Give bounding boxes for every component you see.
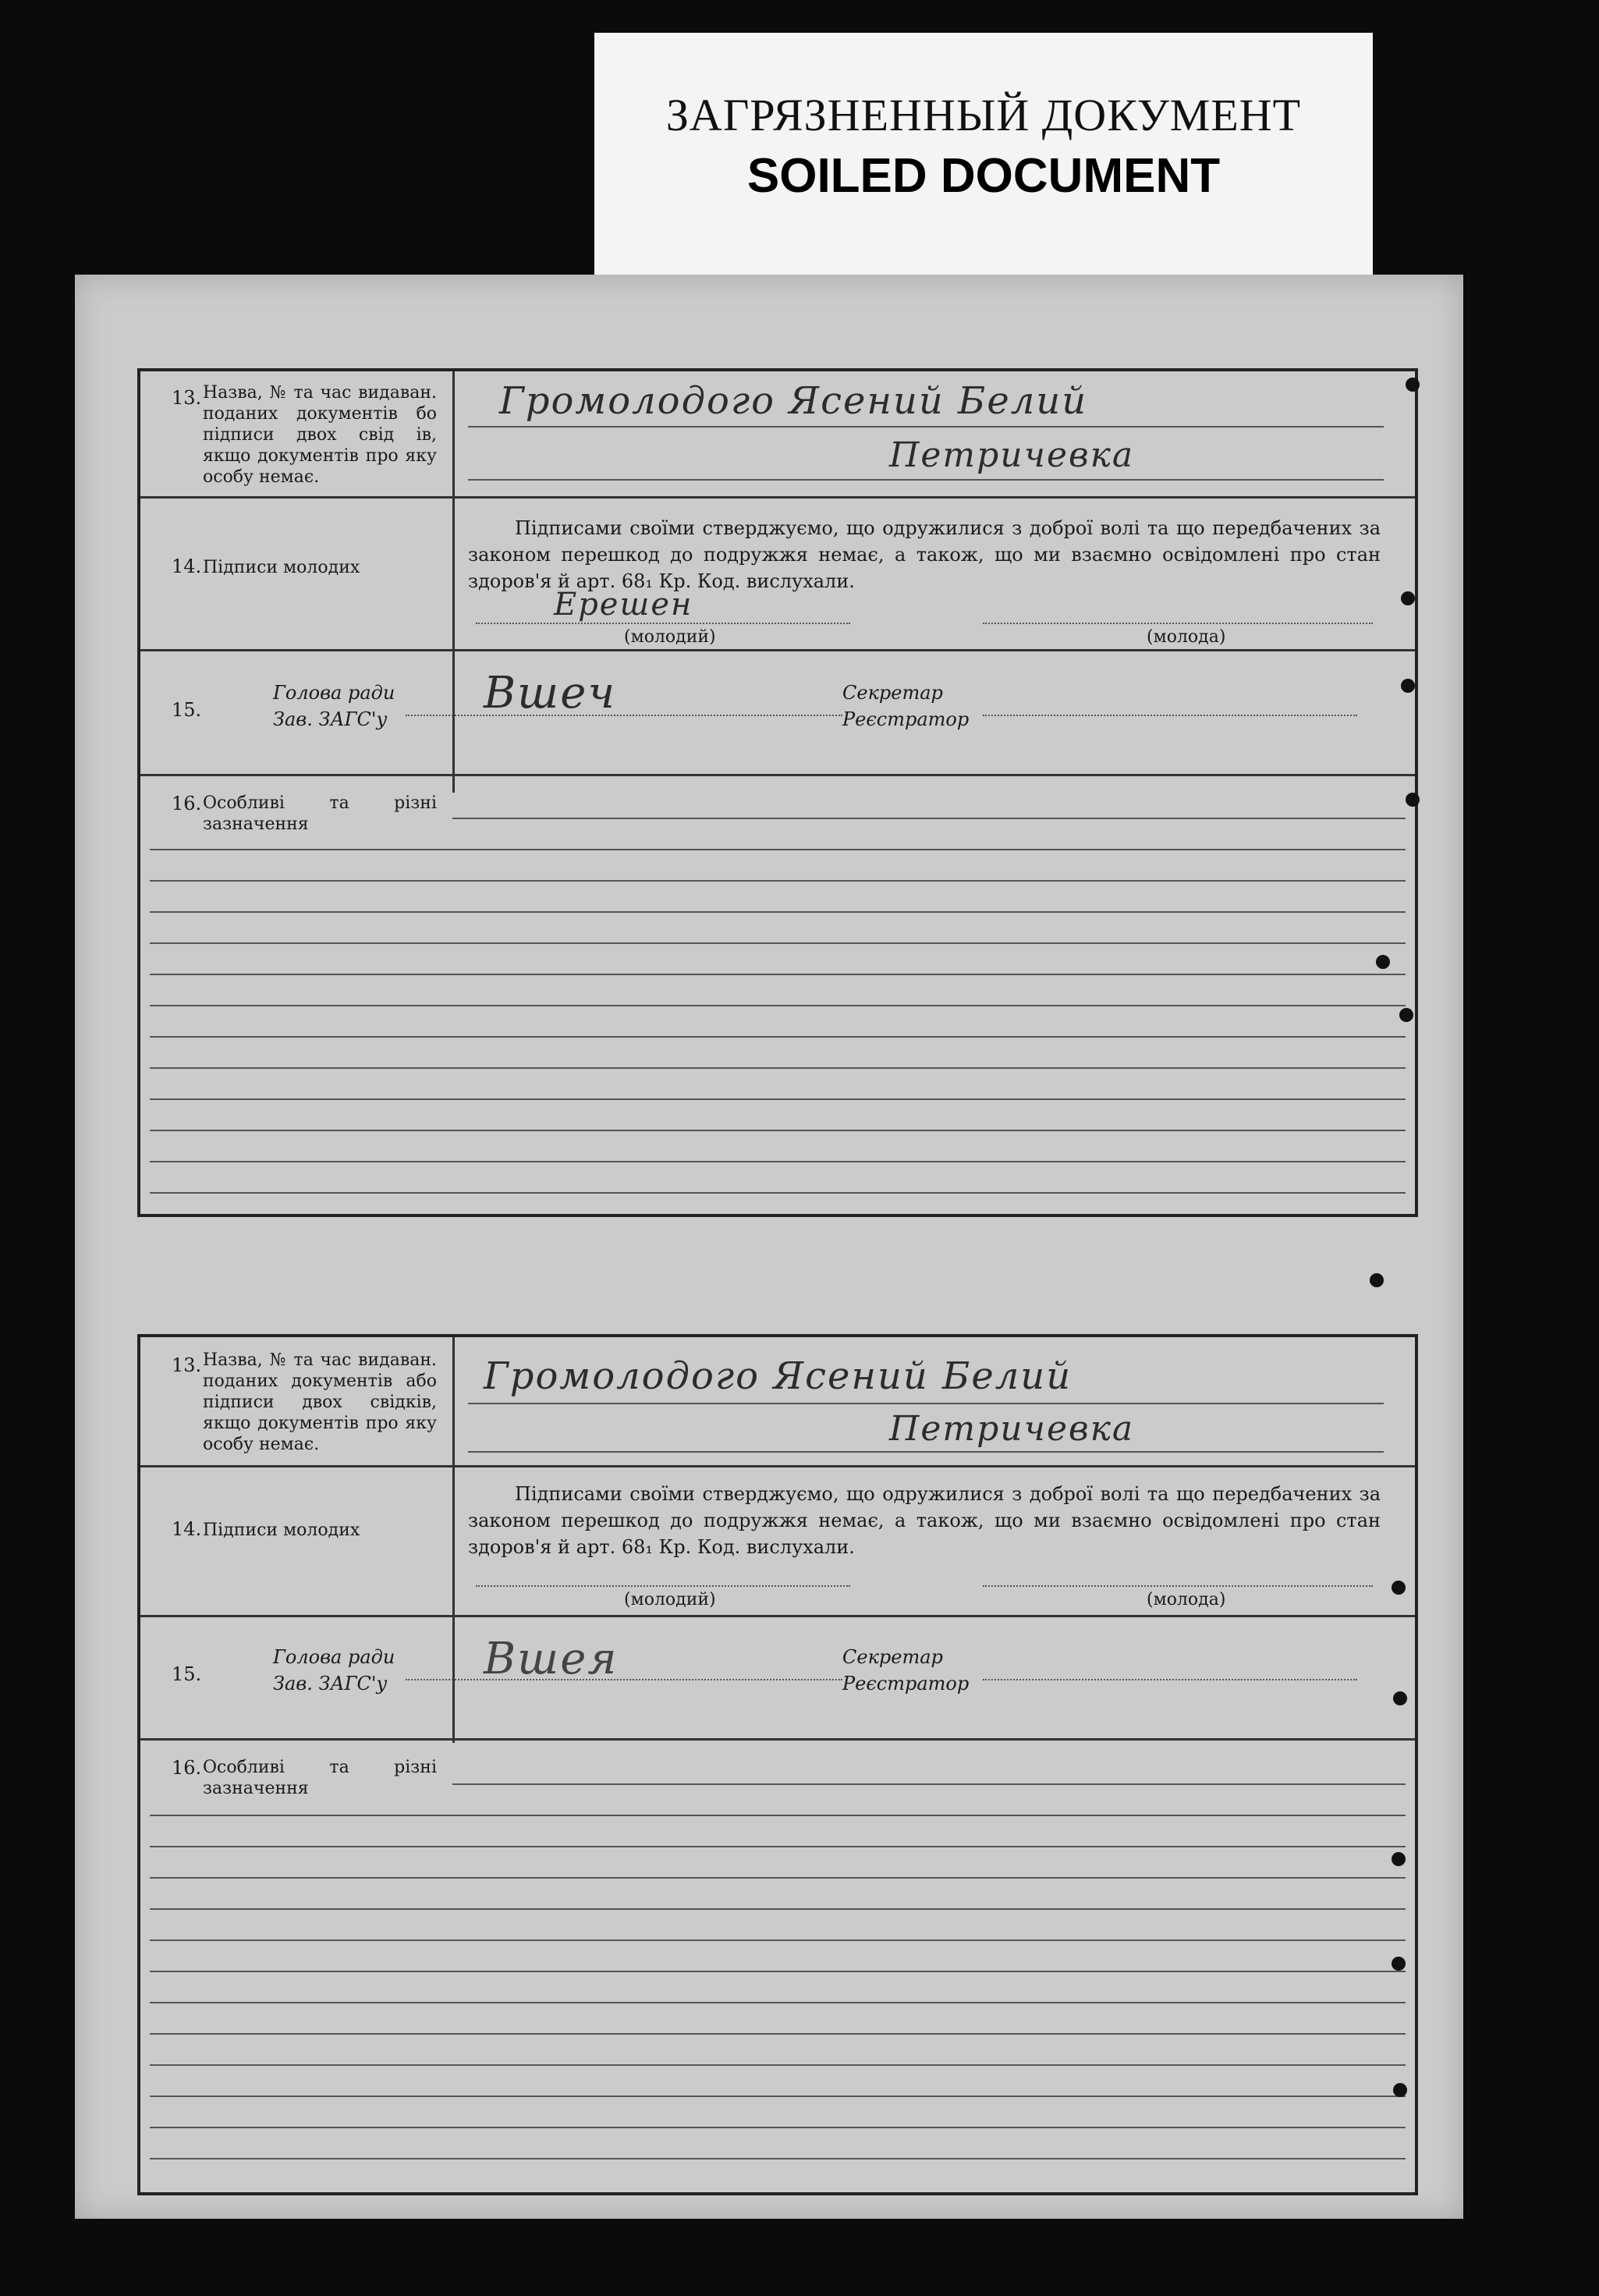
binding-hole [1399, 1008, 1413, 1022]
field-15-number: 15. [172, 1663, 202, 1685]
label-russian: ЗАГРЯЗНЕННЫЙ ДОКУМЕНТ [665, 90, 1302, 140]
binding-hole [1393, 2083, 1407, 2097]
secretary-label: Секретар [842, 682, 943, 704]
field-13-handwriting-line2: Петричевка [889, 435, 1135, 475]
field-16-label: Особливі та різні зазначення [203, 793, 437, 834]
binding-hole [1393, 1691, 1407, 1705]
field-16-number: 16. [172, 1757, 202, 1779]
field-16-number: 16. [172, 793, 202, 814]
field-15-number: 15. [172, 699, 202, 721]
record-bottom [137, 1334, 1418, 2195]
groom-caption: (молодий) [624, 1590, 716, 1609]
binding-hole [1392, 1852, 1406, 1866]
field-13-handwriting-line1: Громолодого Ясений Белий [484, 1354, 1072, 1398]
binding-hole [1370, 1273, 1384, 1287]
groom-signature: Ерешен [554, 587, 693, 623]
groom-caption: (молодий) [624, 627, 716, 647]
binding-hole [1392, 1957, 1406, 1971]
bride-caption: (молода) [1147, 1590, 1226, 1609]
binding-hole [1406, 378, 1420, 392]
field-14-declaration: Підписами своїми стверджуємо, що одружилися з доброї волі та що передбачених за законом перешкод до подружжя немає, а також, що ми взаємно освідомлені про стан здоров'я й арт. 68₁ Кр. Код. вислухали. [468, 517, 1381, 592]
zags-head-label: Зав. ЗАГС'у [273, 708, 388, 730]
binding-hole [1406, 793, 1420, 807]
field-14-number: 14. [172, 1518, 202, 1540]
council-head-label: Голова ради [273, 682, 395, 704]
registrar-label: Реєстратор [842, 708, 970, 730]
field-13-number: 13. [172, 1354, 202, 1376]
official-signature: Вшея [484, 1634, 619, 1684]
record-top [137, 368, 1418, 1217]
label-english: SOILED DOCUMENT [746, 149, 1221, 203]
field-13-label: Назва, № та час видаван. поданих документів бо підписи двох свід ів, якщо документів про яку особу немає. [203, 383, 437, 487]
binding-hole [1401, 679, 1415, 693]
field-14-label: Підписи молодих [203, 558, 360, 577]
field-14-number: 14. [172, 555, 202, 577]
field-13-label: Назва, № та час видаван. поданих документів або підписи двох свідків, якщо документів про яку особу немає. [203, 1350, 437, 1454]
field-13-handwriting-line2: Петричевка [889, 1409, 1135, 1449]
bride-caption: (молода) [1147, 627, 1226, 647]
secretary-label: Секретар [842, 1646, 943, 1668]
registrar-label: Реєстратор [842, 1673, 970, 1694]
document-sheet [75, 275, 1463, 2219]
official-signature: Вшеч [484, 668, 617, 719]
field-16-label: Особливі та різні зазначення [203, 1758, 437, 1798]
binding-hole [1392, 1581, 1406, 1595]
binding-hole [1376, 955, 1390, 969]
binding-hole [1401, 591, 1415, 605]
zags-head-label: Зав. ЗАГС'у [273, 1673, 388, 1694]
field-13-handwriting-line1: Громолодого Ясений Белий [499, 379, 1088, 423]
field-14-label: Підписи молодих [203, 1521, 360, 1540]
soiled-document-label [594, 33, 1373, 284]
council-head-label: Голова ради [273, 1646, 395, 1668]
field-14-declaration: Підписами своїми стверджуємо, що одружилися з доброї волі та що передбачених за законом перешкод до подружжя немає, а також, що ми взаємно освідомлені про стан здоров'я й арт. 68₁ Кр. Код. вислухали. [468, 1483, 1381, 1558]
field-13-number: 13. [172, 387, 202, 409]
